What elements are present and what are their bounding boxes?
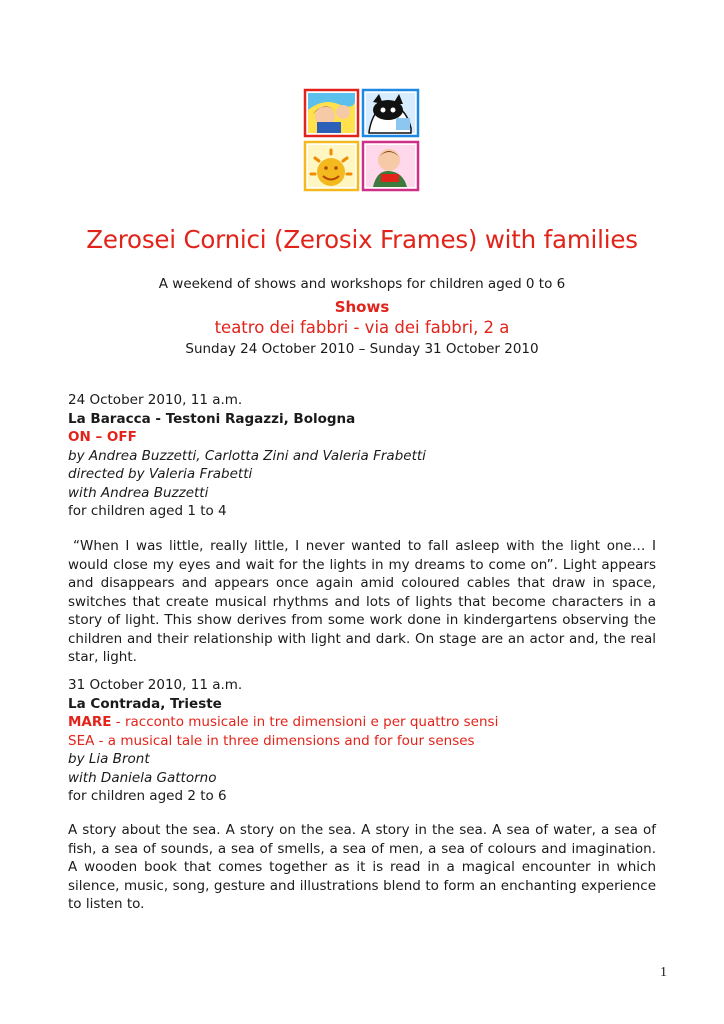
event-show-title: [68, 713, 658, 732]
event-show-title-english: SEA - a musical tale in three dimensions and for four senses: [68, 732, 475, 749]
event-age-range: for children aged 2 to 6: [68, 788, 227, 804]
event-authors: by Lia Bront: [68, 751, 150, 767]
event-age-range: for children aged 1 to 4: [68, 503, 227, 519]
event-show-title: ON – OFF: [68, 429, 137, 445]
event-show-title-subtitle: - racconto musicale in tre dimensioni e per quattro sensi: [111, 714, 499, 730]
event-date-range: Sunday 24 October 2010 – Sunday 31 October 2010: [185, 341, 539, 357]
event-2-description: A story about the sea. A story on the sea. A story in the sea. A sea of water, a sea of fish, a sea of sounds, a sea of smells, a sea of men, a sea of colours and imagination. A wooden book that comes together as it is read in a magical encounter in which silence, music, song, gesture and illustrations blend to form an enchanting experience to listen to.: [68, 822, 656, 912]
event-1-details: [68, 391, 658, 521]
event-authors: by Andrea Buzzetti, Carlotta Zini and Valeria Frabetti: [68, 447, 426, 464]
section-heading-shows: Shows: [334, 298, 390, 316]
event-cast: with Andrea Buzzetti: [68, 484, 209, 501]
event-show-title-main: MARE: [68, 714, 112, 730]
page-number: 1: [660, 965, 667, 980]
event-cast: with Daniela Gattorno: [68, 769, 217, 786]
zerosei-logo: [303, 88, 421, 194]
event-1-description: “When I was little, really little, I never wanted to fall asleep with the light one… I would close my eyes and wait for the lights in my dreams to come on”. Light appears and disappears and appears once again amid coloured cables that draw in space, switches that create musical rhythms and lots of lights that become characters in a story of light. This show derives from some work done in kindergartens observing the children and their relationship with light and dark. On stage are an actor and, the real star, light.: [68, 538, 656, 665]
event-director: directed by Valeria Frabetti: [68, 466, 253, 482]
event-company: La Contrada, Trieste: [68, 695, 222, 712]
event-date: 24 October 2010, 11 a.m.: [68, 392, 243, 408]
venue-address: teatro dei fabbri - via dei fabbri, 2 a: [214, 318, 510, 337]
event-date: 31 October 2010, 11 a.m.: [68, 677, 243, 693]
page-title: Zerosei Cornici (Zerosix Frames) with families: [86, 225, 638, 254]
page-subtitle: A weekend of shows and workshops for children aged 0 to 6: [158, 276, 566, 292]
four-frames-illustration-icon: [303, 88, 421, 194]
event-2-details: [68, 676, 658, 806]
event-company: La Baracca - Testoni Ragazzi, Bologna: [68, 410, 356, 427]
